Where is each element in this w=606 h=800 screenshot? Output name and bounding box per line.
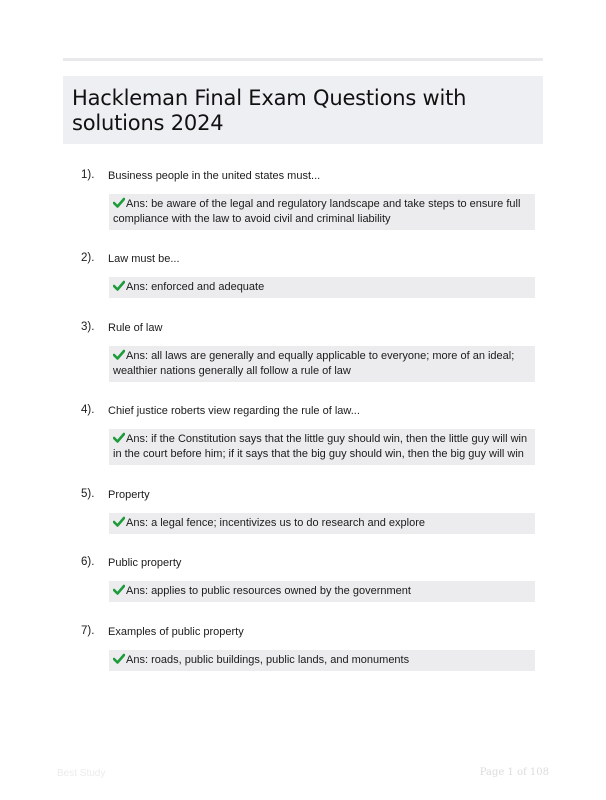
question-number: 3). bbox=[81, 321, 95, 333]
checkmark-icon bbox=[113, 516, 125, 527]
question-text: Business people in the united states must... bbox=[108, 170, 321, 182]
answer-text: Ans: roads, public buildings, public lands, and monuments bbox=[126, 654, 410, 666]
question-text: Property bbox=[108, 489, 150, 501]
title-banner bbox=[63, 76, 543, 144]
question-number: 6). bbox=[81, 556, 95, 568]
question-number: 1). bbox=[81, 169, 95, 181]
checkmark-icon bbox=[113, 280, 125, 291]
answer-text: Ans: enforced and adequate bbox=[126, 281, 265, 293]
answer-box bbox=[109, 194, 535, 230]
answer-text: Ans: if the Constitution says that the little guy should win, then the little guy will win in the court before him; if it says that the big guy should win, then the big guy will win bbox=[113, 433, 528, 460]
checkmark-icon bbox=[113, 653, 125, 664]
checkmark-icon bbox=[113, 432, 125, 443]
question-number: 5). bbox=[81, 488, 95, 500]
footer-watermark: Best Study bbox=[57, 768, 106, 779]
question-text: Law must be... bbox=[108, 253, 180, 265]
question-number: 4). bbox=[81, 404, 95, 416]
question-text: Examples of public property bbox=[108, 626, 244, 638]
answer-box bbox=[109, 346, 535, 382]
question-text: Rule of law bbox=[108, 322, 163, 334]
answer-box bbox=[109, 513, 535, 534]
checkmark-icon bbox=[113, 197, 125, 208]
page-number: Page 1 of 108 bbox=[479, 767, 549, 778]
answer-text: Ans: all laws are generally and equally applicable to everyone; more of an ideal; wealthier nations generally all follow a rule of law bbox=[113, 350, 515, 377]
answer-box bbox=[109, 277, 535, 298]
question-number: 7). bbox=[81, 625, 95, 637]
answer-box bbox=[109, 429, 535, 465]
checkmark-icon bbox=[113, 584, 125, 595]
question-text: Public property bbox=[108, 557, 182, 569]
answer-text: Ans: be aware of the legal and regulatory landscape and take steps to ensure full compliance with the law to avoid civil and criminal liability bbox=[113, 198, 521, 225]
answer-text: Ans: applies to public resources owned by the government bbox=[126, 585, 411, 597]
question-number: 2). bbox=[81, 252, 95, 264]
answer-box bbox=[109, 581, 535, 602]
page-title: Hackleman Final Exam Questions with solutions 2024 bbox=[72, 86, 467, 135]
answer-box bbox=[109, 650, 535, 671]
top-divider bbox=[63, 58, 543, 61]
checkmark-icon bbox=[113, 349, 125, 360]
question-text: Chief justice roberts view regarding the rule of law... bbox=[108, 405, 360, 417]
answer-text: Ans: a legal fence; incentivizes us to do research and explore bbox=[126, 517, 426, 529]
